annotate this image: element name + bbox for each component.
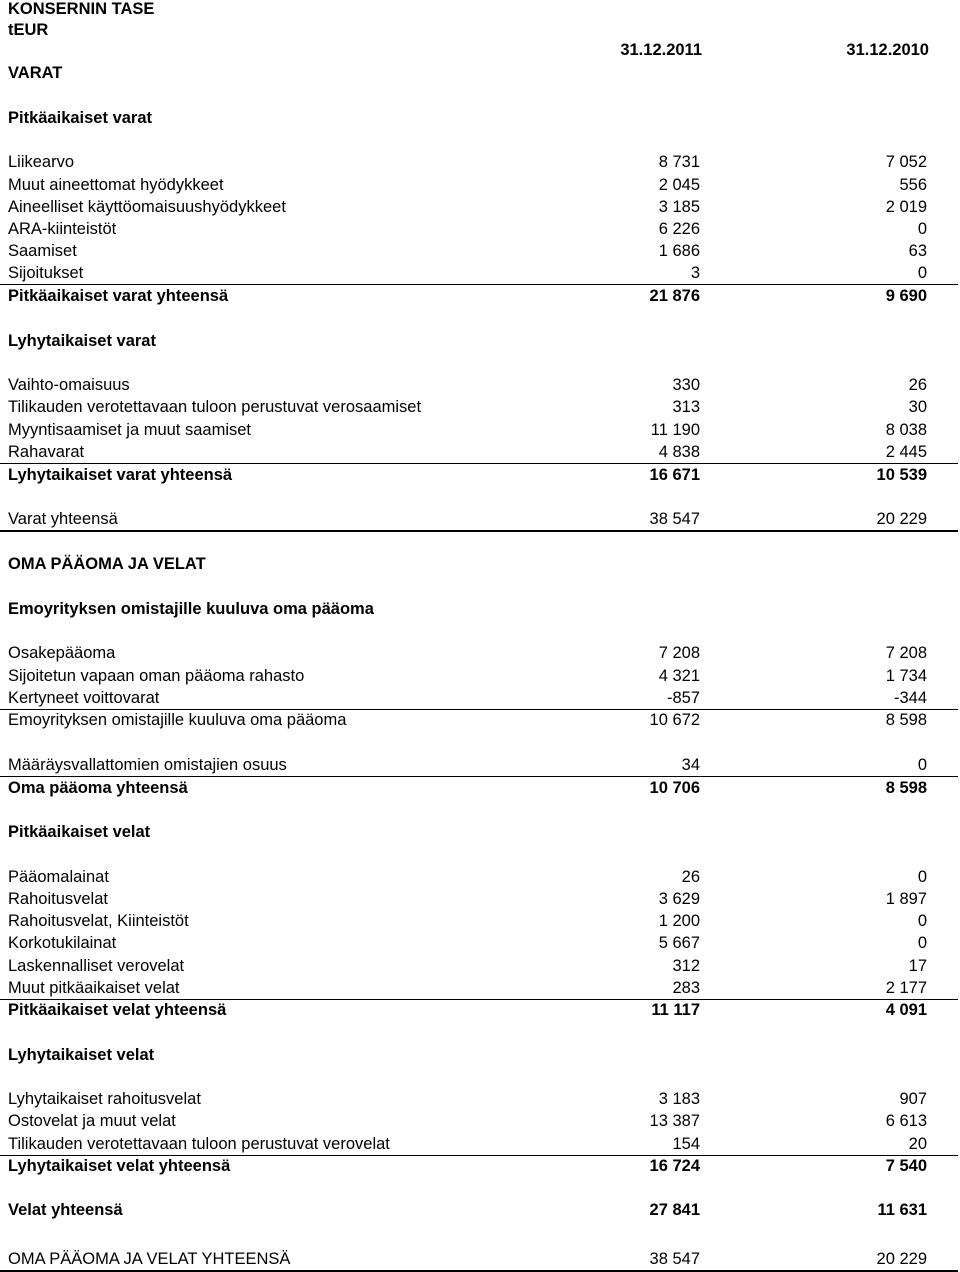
value-2010: 0 [917,756,927,774]
row-label: Muut aineettomat hyödykkeet [8,176,224,194]
section-heading [0,107,958,129]
value-2010: 7 208 [885,644,927,662]
row-label: Emoyrityksen omistajille kuuluva oma pääoma [8,711,347,729]
value-2010: -344 [893,689,927,707]
balance-row [0,1155,958,1177]
balance-row [0,777,958,799]
section-heading [0,821,958,843]
row-label: Vaihto-omaisuus [8,376,130,394]
balance-row [0,709,958,731]
value-2011: 312 [672,957,700,975]
balance-row [0,262,958,285]
balance-row [0,1110,958,1132]
value-2010: 20 229 [876,510,927,528]
value-2010: 8 598 [885,711,927,729]
row-label: OMA PÄÄOMA JA VELAT YHTEENSÄ [8,1250,291,1268]
row-label: Aineelliset käyttöomaisuushyödykkeet [8,198,286,216]
row-label: OMA PÄÄOMA JA VELAT [8,555,206,573]
value-2010: 907 [899,1090,927,1108]
value-2011: 16 671 [649,466,700,484]
balance-row [0,999,958,1021]
value-2010: 0 [917,868,927,886]
row-label: Tilikauden verotettavaan tuloon perustuvat verovelat [8,1135,390,1153]
balance-row [0,687,958,710]
value-2010: 30 [908,398,927,416]
row-label: Sijoitukset [8,264,84,282]
row-label: ARA-kiinteistöt [8,220,117,238]
value-2010: 10 539 [876,466,927,484]
row-label: Laskennalliset verovelat [8,957,185,975]
balance-row [0,151,958,173]
value-2011: 4 838 [658,443,700,461]
value-2010: 6 613 [885,1112,927,1130]
row-label: Lyhytaikaiset velat [8,1046,155,1064]
row-label: Lyhytaikaiset rahoitusvelat [8,1090,201,1108]
balance-row [0,888,958,910]
balance-row [0,174,958,196]
row-label: Oma pääoma yhteensä [8,779,188,797]
value-2011: 4 321 [658,667,700,685]
row-label: Myyntisaamiset ja muut saamiset [8,421,251,439]
row-label: Lyhytaikaiset varat [8,332,156,350]
balance-row [0,977,958,1000]
value-2010: 20 [908,1135,927,1153]
balance-row [0,464,958,486]
row-label: Osakepääoma [8,644,116,662]
value-2011: 7 208 [658,644,700,662]
row-label: Korkotukilainat [8,934,117,952]
row-label: Rahoitusvelat, Kiinteistöt [8,912,189,930]
value-2011: 283 [672,979,700,997]
value-2010: 0 [917,912,927,930]
value-2010: 63 [908,242,927,260]
row-label: Sijoitetun vapaan oman pääoma rahasto [8,667,305,685]
balance-row [0,508,958,532]
balance-row [0,441,958,464]
row-label: Pitkäaikaiset velat yhteensä [8,1001,227,1019]
value-2011: -857 [666,689,700,707]
balance-row [0,396,958,418]
balance-row [0,642,958,664]
value-2011: 21 876 [649,287,700,305]
balance-row [0,218,958,240]
column-header-2010: 31.12.2010 [846,41,929,59]
row-label: Rahoitusvelat [8,890,108,908]
row-label: Pitkäaikaiset varat [8,109,153,127]
row-label: Emoyrityksen omistajille kuuluva oma pääoma [8,600,374,618]
value-2010: 0 [917,220,927,238]
value-2010: 8 598 [885,779,927,797]
row-label: Määräysvallattomien omistajien osuus [8,756,287,774]
value-2011: 11 190 [650,421,700,439]
row-label: Saamiset [8,242,77,260]
balance-row [0,240,958,262]
value-2010: 4 091 [885,1001,927,1019]
row-label: Kertyneet voittovarat [8,689,160,707]
value-2011: 1 686 [658,242,700,260]
section-label: VARAT [8,64,63,82]
document-title: KONSERNIN TASE [8,0,155,18]
value-2010: 9 690 [885,287,927,305]
value-2010: 7 540 [885,1157,927,1175]
value-2011: 3 [690,264,700,282]
balance-row [0,910,958,932]
value-2010: 20 229 [876,1250,927,1268]
value-2011: 34 [681,756,700,774]
value-2010: 2 019 [885,198,927,216]
unit-label: tEUR [8,21,49,39]
balance-row [0,196,958,218]
balance-row [0,1248,958,1272]
balance-row [0,866,958,888]
value-2011: 38 547 [649,1250,700,1268]
row-label: Pitkäaikaiset varat yhteensä [8,287,229,305]
value-2011: 16 724 [649,1157,700,1175]
value-2010: 2 445 [885,443,927,461]
value-2010: 0 [917,264,927,282]
value-2011: 10 672 [649,711,700,729]
value-2010: 2 177 [885,979,927,997]
column-header-2011: 31.12.2011 [620,41,702,59]
row-label: Ostovelat ja muut velat [8,1112,176,1130]
value-2011: 1 200 [658,912,700,930]
balance-row [0,1088,958,1110]
balance-row [0,665,958,687]
value-2011: 6 226 [658,220,700,238]
value-2010: 11 631 [877,1201,927,1219]
value-2011: 8 731 [658,153,700,171]
balance-row [0,419,958,441]
value-2010: 17 [908,957,927,975]
row-label: Pääomalainat [8,868,109,886]
value-2011: 3 185 [658,198,700,216]
row-label: Rahavarat [8,443,85,461]
value-2010: 1 734 [885,667,927,685]
row-label: Pitkäaikaiset velat [8,823,151,841]
value-2010: 1 897 [885,890,927,908]
value-2011: 154 [672,1135,700,1153]
value-2011: 11 117 [651,1001,700,1019]
value-2010: 8 038 [885,421,927,439]
row-label: Lyhytaikaiset velat yhteensä [8,1157,231,1175]
value-2011: 2 045 [658,176,700,194]
value-2011: 27 841 [649,1201,700,1219]
section-heading [0,1044,958,1066]
balance-row [0,955,958,977]
value-2011: 13 387 [649,1112,700,1130]
value-2011: 5 667 [658,934,700,952]
section-heading [0,598,958,620]
value-2011: 38 547 [649,510,700,528]
balance-row [0,285,958,307]
value-2011: 3 629 [658,890,700,908]
balance-row [0,932,958,954]
balance-row [0,1199,958,1221]
row-label: Tilikauden verotettavaan tuloon perustuvat verosaamiset [8,398,422,416]
value-2011: 313 [672,398,700,416]
section-heading [0,553,958,575]
row-label: Liikearvo [8,153,75,171]
row-label: Lyhytaikaiset varat yhteensä [8,466,233,484]
value-2010: 7 052 [885,153,927,171]
balance-row [0,1133,958,1156]
value-2010: 0 [917,934,927,952]
value-2011: 3 183 [658,1090,700,1108]
row-label: Varat yhteensä [8,510,118,528]
value-2011: 10 706 [649,779,700,797]
row-label: Velat yhteensä [8,1201,123,1219]
row-label: Muut pitkäaikaiset velat [8,979,180,997]
value-2011: 330 [672,376,700,394]
section-heading [0,330,958,352]
value-2011: 26 [681,868,700,886]
value-2010: 26 [908,376,927,394]
balance-row [0,754,958,777]
balance-row [0,374,958,396]
value-2010: 556 [899,176,927,194]
